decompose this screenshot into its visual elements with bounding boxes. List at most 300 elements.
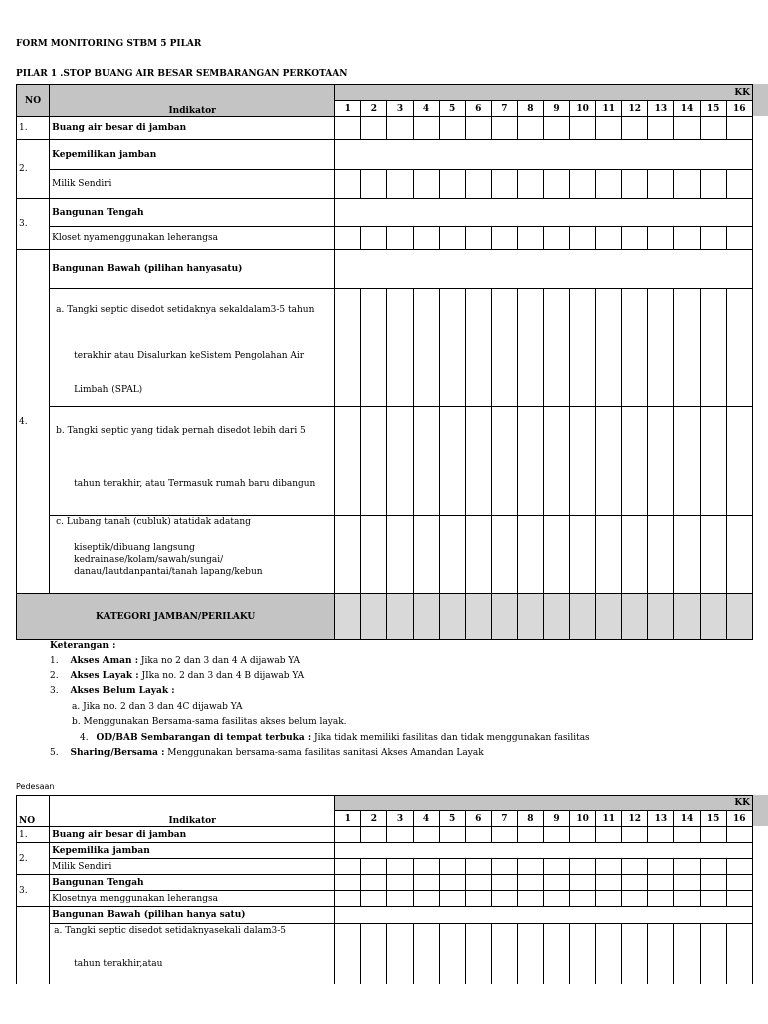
check-cell[interactable] — [648, 891, 674, 907]
kategori-cell[interactable] — [570, 594, 596, 640]
kategori-cell[interactable] — [700, 594, 726, 640]
check-cell[interactable] — [413, 407, 439, 516]
check-cell[interactable] — [726, 170, 752, 199]
check-cell[interactable] — [335, 875, 361, 891]
check-cell[interactable] — [491, 170, 517, 199]
check-cell[interactable] — [361, 859, 387, 875]
header-indikator: Indikator — [50, 85, 335, 117]
check-cell[interactable] — [491, 407, 517, 516]
table-row — [17, 407, 753, 516]
check-cell[interactable] — [439, 289, 465, 407]
kategori-cell[interactable] — [517, 594, 543, 640]
check-cell[interactable] — [439, 516, 465, 594]
check-cell[interactable] — [387, 227, 413, 250]
blank-span — [335, 250, 753, 289]
check-cell[interactable] — [517, 875, 543, 891]
row-sub-label: Klosetnya menggunakan leherangsa — [50, 891, 335, 907]
option-a-line3: Limbah (SPAL) — [74, 385, 143, 395]
check-cell[interactable] — [465, 891, 491, 907]
check-cell[interactable] — [622, 891, 648, 907]
check-cell[interactable] — [361, 875, 387, 891]
note-4-num: 4. — [80, 733, 89, 743]
check-cell[interactable] — [517, 117, 543, 140]
check-cell[interactable] — [596, 170, 622, 199]
kategori-cell[interactable] — [361, 594, 387, 640]
blank-span — [335, 843, 753, 859]
check-cell[interactable] — [622, 407, 648, 516]
check-cell[interactable] — [674, 924, 700, 985]
check-cell[interactable] — [648, 289, 674, 407]
col-3: 3 — [387, 101, 413, 117]
row-heading: Bangunan Bawah (pilihan hanyasatu) — [50, 250, 335, 289]
kategori-cell[interactable] — [648, 594, 674, 640]
note-5-text: Menggunakan bersama-sama fasilitas sanitasi Akses Amandan Layak — [164, 748, 484, 758]
row-sub-label: Milik Sendiri — [50, 859, 335, 875]
check-cell[interactable] — [622, 516, 648, 594]
option-a — [50, 289, 335, 407]
notes-heading: Keterangan : — [50, 641, 116, 651]
check-cell[interactable] — [543, 516, 569, 594]
check-cell[interactable] — [335, 859, 361, 875]
check-cell[interactable] — [361, 117, 387, 140]
col-7: 7 — [491, 811, 517, 827]
check-cell[interactable] — [648, 227, 674, 250]
check-cell[interactable] — [335, 407, 361, 516]
check-cell[interactable] — [491, 875, 517, 891]
check-cell[interactable] — [439, 891, 465, 907]
check-cell[interactable] — [596, 407, 622, 516]
check-cell[interactable] — [413, 227, 439, 250]
note-4-label: OD/BAB Sembarangan di tempat terbuka : — [96, 733, 312, 743]
table-row — [17, 516, 753, 594]
table-row — [17, 924, 753, 985]
check-cell[interactable] — [491, 827, 517, 843]
kategori-cell[interactable] — [491, 594, 517, 640]
check-cell[interactable] — [674, 516, 700, 594]
col-12: 12 — [622, 811, 648, 827]
kategori-label: KATEGORI JAMBAN/PERILAKU — [17, 594, 335, 640]
note-2 — [50, 671, 304, 681]
check-cell[interactable] — [596, 859, 622, 875]
check-cell[interactable] — [648, 859, 674, 875]
col-6: 6 — [465, 101, 491, 117]
row-no: 4. — [17, 250, 50, 594]
check-cell[interactable] — [413, 875, 439, 891]
check-cell[interactable] — [387, 875, 413, 891]
table-row — [17, 859, 753, 875]
note-5-num: 5. — [50, 748, 59, 758]
col-8: 8 — [517, 811, 543, 827]
row-label: Buang air besar di jamban — [50, 827, 335, 843]
check-cell[interactable] — [465, 827, 491, 843]
kategori-cell[interactable] — [622, 594, 648, 640]
check-cell[interactable] — [622, 170, 648, 199]
check-cell[interactable] — [543, 859, 569, 875]
check-cell[interactable] — [491, 516, 517, 594]
check-cell[interactable] — [413, 516, 439, 594]
table-row — [17, 843, 753, 859]
table-row — [17, 594, 753, 640]
check-cell[interactable] — [648, 827, 674, 843]
check-cell[interactable] — [622, 117, 648, 140]
check-cell[interactable] — [387, 170, 413, 199]
check-cell[interactable] — [596, 891, 622, 907]
check-cell[interactable] — [596, 875, 622, 891]
check-cell[interactable] — [517, 289, 543, 407]
check-cell[interactable] — [491, 117, 517, 140]
row-heading: Bangunan Tengah — [50, 199, 335, 227]
check-cell[interactable] — [439, 875, 465, 891]
check-cell[interactable] — [517, 170, 543, 199]
check-cell[interactable] — [543, 227, 569, 250]
check-cell[interactable] — [439, 859, 465, 875]
col-4: 4 — [413, 811, 439, 827]
check-cell[interactable] — [726, 827, 752, 843]
col-2: 2 — [361, 811, 387, 827]
check-cell[interactable] — [465, 227, 491, 250]
check-cell[interactable] — [726, 859, 752, 875]
check-cell[interactable] — [648, 407, 674, 516]
note-5 — [50, 748, 484, 758]
check-cell[interactable] — [465, 859, 491, 875]
pillar-title: PILAR 1 .STOP BUANG AIR BESAR SEMBARANGAN PERKOTAAN — [16, 69, 348, 79]
check-cell[interactable] — [726, 407, 752, 516]
check-cell[interactable] — [361, 516, 387, 594]
kategori-cell[interactable] — [335, 594, 361, 640]
check-cell[interactable] — [491, 289, 517, 407]
check-cell[interactable] — [517, 859, 543, 875]
check-cell[interactable] — [335, 827, 361, 843]
col-8: 8 — [517, 101, 543, 117]
check-cell[interactable] — [413, 891, 439, 907]
check-cell[interactable] — [570, 407, 596, 516]
check-cell[interactable] — [726, 516, 752, 594]
table-row — [17, 250, 753, 289]
check-cell[interactable] — [387, 924, 413, 985]
col-15: 15 — [700, 811, 726, 827]
check-cell[interactable] — [361, 170, 387, 199]
check-cell[interactable] — [361, 289, 387, 407]
row-sub-label: Milik Sendiri — [50, 170, 335, 199]
col-13: 13 — [648, 811, 674, 827]
row-heading: Kepemilika jamban — [50, 843, 335, 859]
check-cell[interactable] — [361, 827, 387, 843]
check-cell[interactable] — [674, 827, 700, 843]
header-kk: KK — [335, 85, 753, 101]
col-7: 7 — [491, 101, 517, 117]
check-cell[interactable] — [726, 227, 752, 250]
row-no: 1. — [17, 117, 50, 140]
check-cell[interactable] — [413, 170, 439, 199]
option-c-line4: danau/lautdanpantai/tanah lapang/kebun — [74, 567, 263, 577]
check-cell[interactable] — [622, 289, 648, 407]
check-cell[interactable] — [361, 924, 387, 985]
check-cell[interactable] — [387, 827, 413, 843]
check-cell[interactable] — [570, 170, 596, 199]
check-cell[interactable] — [596, 827, 622, 843]
check-cell[interactable] — [700, 227, 726, 250]
option-c — [50, 516, 335, 594]
header-indikator: Indikator — [50, 796, 335, 827]
col-14: 14 — [674, 101, 700, 117]
check-cell[interactable] — [596, 924, 622, 985]
check-cell[interactable] — [517, 827, 543, 843]
kategori-cell[interactable] — [413, 594, 439, 640]
check-cell[interactable] — [517, 891, 543, 907]
col-12: 12 — [622, 101, 648, 117]
check-cell[interactable] — [465, 289, 491, 407]
check-cell[interactable] — [387, 289, 413, 407]
check-cell[interactable] — [622, 227, 648, 250]
table-row — [17, 289, 753, 407]
check-cell[interactable] — [570, 875, 596, 891]
check-cell[interactable] — [543, 827, 569, 843]
check-cell[interactable] — [439, 924, 465, 985]
check-cell[interactable] — [335, 924, 361, 985]
check-cell[interactable] — [648, 924, 674, 985]
check-cell[interactable] — [726, 289, 752, 407]
check-cell[interactable] — [622, 859, 648, 875]
check-cell[interactable] — [413, 924, 439, 985]
table-row — [17, 227, 753, 250]
check-cell[interactable] — [648, 170, 674, 199]
check-cell[interactable] — [335, 289, 361, 407]
col-13: 13 — [648, 101, 674, 117]
check-cell[interactable] — [570, 516, 596, 594]
check-cell[interactable] — [596, 227, 622, 250]
table-row — [17, 827, 753, 843]
col-5: 5 — [439, 101, 465, 117]
check-cell[interactable] — [622, 827, 648, 843]
option-a-line2: terakhir atau Disalurkan keSistem Pengolahan Air — [74, 351, 305, 361]
col-10: 10 — [570, 101, 596, 117]
col-1: 1 — [335, 811, 361, 827]
table-row — [17, 875, 753, 891]
check-cell[interactable] — [674, 227, 700, 250]
option-a — [50, 924, 335, 985]
option-c-line1: c. Lubang tanah (cubluk) atatidak adatang — [56, 517, 251, 527]
col-10: 10 — [570, 811, 596, 827]
check-cell[interactable] — [674, 407, 700, 516]
check-cell[interactable] — [361, 407, 387, 516]
note-3-num: 3. — [50, 686, 59, 696]
check-cell[interactable] — [674, 289, 700, 407]
row-no: 2. — [17, 843, 50, 875]
check-cell[interactable] — [648, 516, 674, 594]
check-cell[interactable] — [335, 117, 361, 140]
check-cell[interactable] — [439, 827, 465, 843]
check-cell[interactable] — [622, 924, 648, 985]
check-cell[interactable] — [335, 170, 361, 199]
check-cell[interactable] — [465, 924, 491, 985]
table-row — [17, 907, 753, 924]
check-cell[interactable] — [387, 117, 413, 140]
check-cell[interactable] — [700, 516, 726, 594]
check-cell[interactable] — [674, 170, 700, 199]
col-1: 1 — [335, 101, 361, 117]
row-heading: Kepemilikan jamban — [50, 140, 335, 170]
check-cell[interactable] — [491, 891, 517, 907]
header-tab-decoration — [753, 84, 768, 116]
check-cell[interactable] — [726, 891, 752, 907]
note-1 — [50, 656, 300, 666]
check-cell[interactable] — [439, 227, 465, 250]
kategori-cell[interactable] — [465, 594, 491, 640]
option-c-line3: kedrainase/kolam/sawah/sungai/ — [74, 555, 224, 565]
check-cell[interactable] — [335, 227, 361, 250]
check-cell[interactable] — [648, 875, 674, 891]
check-cell[interactable] — [570, 827, 596, 843]
check-cell[interactable] — [387, 407, 413, 516]
check-cell[interactable] — [517, 227, 543, 250]
blank-span — [335, 140, 753, 170]
kategori-cell[interactable] — [387, 594, 413, 640]
check-cell[interactable] — [726, 924, 752, 985]
col-9: 9 — [543, 811, 569, 827]
check-cell[interactable] — [491, 924, 517, 985]
check-cell[interactable] — [491, 227, 517, 250]
table-row — [17, 199, 753, 227]
check-cell[interactable] — [700, 875, 726, 891]
option-a-line1: a. Tangki septic disedot setidaknyasekali dalam3-5 — [54, 926, 287, 936]
col-14: 14 — [674, 811, 700, 827]
note-5-label: Sharing/Bersama : — [70, 748, 165, 758]
option-a-line1: a. Tangki septic disedot setidaknya sekaldalam3-5 tahun — [56, 305, 315, 315]
check-cell[interactable] — [413, 859, 439, 875]
table-row — [17, 891, 753, 907]
check-cell[interactable] — [543, 117, 569, 140]
form-title: FORM MONITORING STBM 5 PILAR — [16, 39, 202, 49]
check-cell[interactable] — [596, 516, 622, 594]
check-cell[interactable] — [596, 289, 622, 407]
note-4-text: Jika tidak memiliki fasilitas dan tidak menggunakan fasilitas — [311, 733, 590, 743]
check-cell[interactable] — [543, 407, 569, 516]
row-no: 3. — [17, 199, 50, 250]
check-cell[interactable] — [726, 117, 752, 140]
monitoring-table-rural — [16, 795, 753, 984]
blank-span — [335, 199, 753, 227]
check-cell[interactable] — [700, 924, 726, 985]
header-kk: KK — [335, 796, 753, 811]
check-cell[interactable] — [570, 859, 596, 875]
check-cell[interactable] — [465, 170, 491, 199]
note-2-label: Akses Layak : — [70, 671, 139, 681]
note-1-text: Jika no 2 dan 3 dan 4 A dijawab YA — [138, 656, 301, 666]
check-cell[interactable] — [674, 891, 700, 907]
table-row — [17, 140, 753, 170]
check-cell[interactable] — [465, 407, 491, 516]
check-cell[interactable] — [439, 117, 465, 140]
option-b-line2: tahun terakhir, atau Termasuk rumah baru dibangun — [74, 479, 316, 489]
check-cell[interactable] — [465, 117, 491, 140]
table-row — [17, 117, 753, 140]
check-cell[interactable] — [570, 289, 596, 407]
row-sub-label: Kloset nyamenggunakan leherangsa — [50, 227, 335, 250]
check-cell[interactable] — [570, 117, 596, 140]
check-cell[interactable] — [674, 875, 700, 891]
check-cell[interactable] — [570, 924, 596, 985]
col-16: 16 — [726, 811, 752, 827]
check-cell[interactable] — [543, 875, 569, 891]
check-cell[interactable] — [648, 117, 674, 140]
check-cell[interactable] — [439, 407, 465, 516]
check-cell[interactable] — [361, 891, 387, 907]
kategori-cell[interactable] — [439, 594, 465, 640]
check-cell[interactable] — [439, 170, 465, 199]
check-cell[interactable] — [700, 827, 726, 843]
option-c-line2: kiseptik/dibuang langsung — [74, 543, 195, 553]
check-cell[interactable] — [622, 875, 648, 891]
check-cell[interactable] — [517, 516, 543, 594]
check-cell[interactable] — [596, 117, 622, 140]
check-cell[interactable] — [700, 407, 726, 516]
kategori-cell[interactable] — [726, 594, 752, 640]
row-no — [17, 907, 50, 985]
monitoring-table-urban — [16, 84, 753, 640]
col-15: 15 — [700, 101, 726, 117]
check-cell[interactable] — [491, 859, 517, 875]
row-no: 3. — [17, 875, 50, 907]
kategori-cell[interactable] — [543, 594, 569, 640]
check-cell[interactable] — [543, 891, 569, 907]
check-cell[interactable] — [387, 516, 413, 594]
check-cell[interactable] — [700, 891, 726, 907]
check-cell[interactable] — [517, 407, 543, 516]
check-cell[interactable] — [413, 827, 439, 843]
check-cell[interactable] — [674, 859, 700, 875]
check-cell[interactable] — [700, 170, 726, 199]
check-cell[interactable] — [700, 289, 726, 407]
kategori-cell[interactable] — [674, 594, 700, 640]
check-cell[interactable] — [387, 891, 413, 907]
check-cell[interactable] — [387, 859, 413, 875]
check-cell[interactable] — [335, 891, 361, 907]
check-cell[interactable] — [361, 227, 387, 250]
blank-span — [335, 907, 753, 924]
check-cell[interactable] — [543, 289, 569, 407]
check-cell[interactable] — [413, 117, 439, 140]
kategori-cell[interactable] — [596, 594, 622, 640]
note-3a: a. Jika no. 2 dan 3 dan 4C dijawab YA — [72, 702, 243, 712]
check-cell[interactable] — [543, 170, 569, 199]
check-cell[interactable] — [335, 516, 361, 594]
col-6: 6 — [465, 811, 491, 827]
header-no: NO — [17, 796, 50, 827]
check-cell[interactable] — [413, 289, 439, 407]
note-1-num: 1. — [50, 656, 59, 666]
col-16: 16 — [726, 101, 752, 117]
check-cell[interactable] — [465, 516, 491, 594]
option-b-line1: b. Tangki septic yang tidak pernah disedot lebih dari 5 — [56, 426, 306, 436]
note-3b: b. Menggunakan Bersama-sama fasilitas akses belum layak. — [72, 717, 347, 727]
check-cell[interactable] — [674, 117, 700, 140]
check-cell[interactable] — [700, 859, 726, 875]
option-b — [50, 407, 335, 516]
check-cell[interactable] — [570, 227, 596, 250]
check-cell[interactable] — [726, 875, 752, 891]
col-11: 11 — [596, 811, 622, 827]
check-cell[interactable] — [570, 891, 596, 907]
check-cell[interactable] — [700, 117, 726, 140]
note-3 — [50, 686, 175, 696]
check-cell[interactable] — [543, 924, 569, 985]
row-no: 2. — [17, 140, 50, 199]
check-cell[interactable] — [517, 924, 543, 985]
rural-label: Pedesaan — [16, 782, 55, 791]
row-no: 1. — [17, 827, 50, 843]
col-3: 3 — [387, 811, 413, 827]
check-cell[interactable] — [465, 875, 491, 891]
